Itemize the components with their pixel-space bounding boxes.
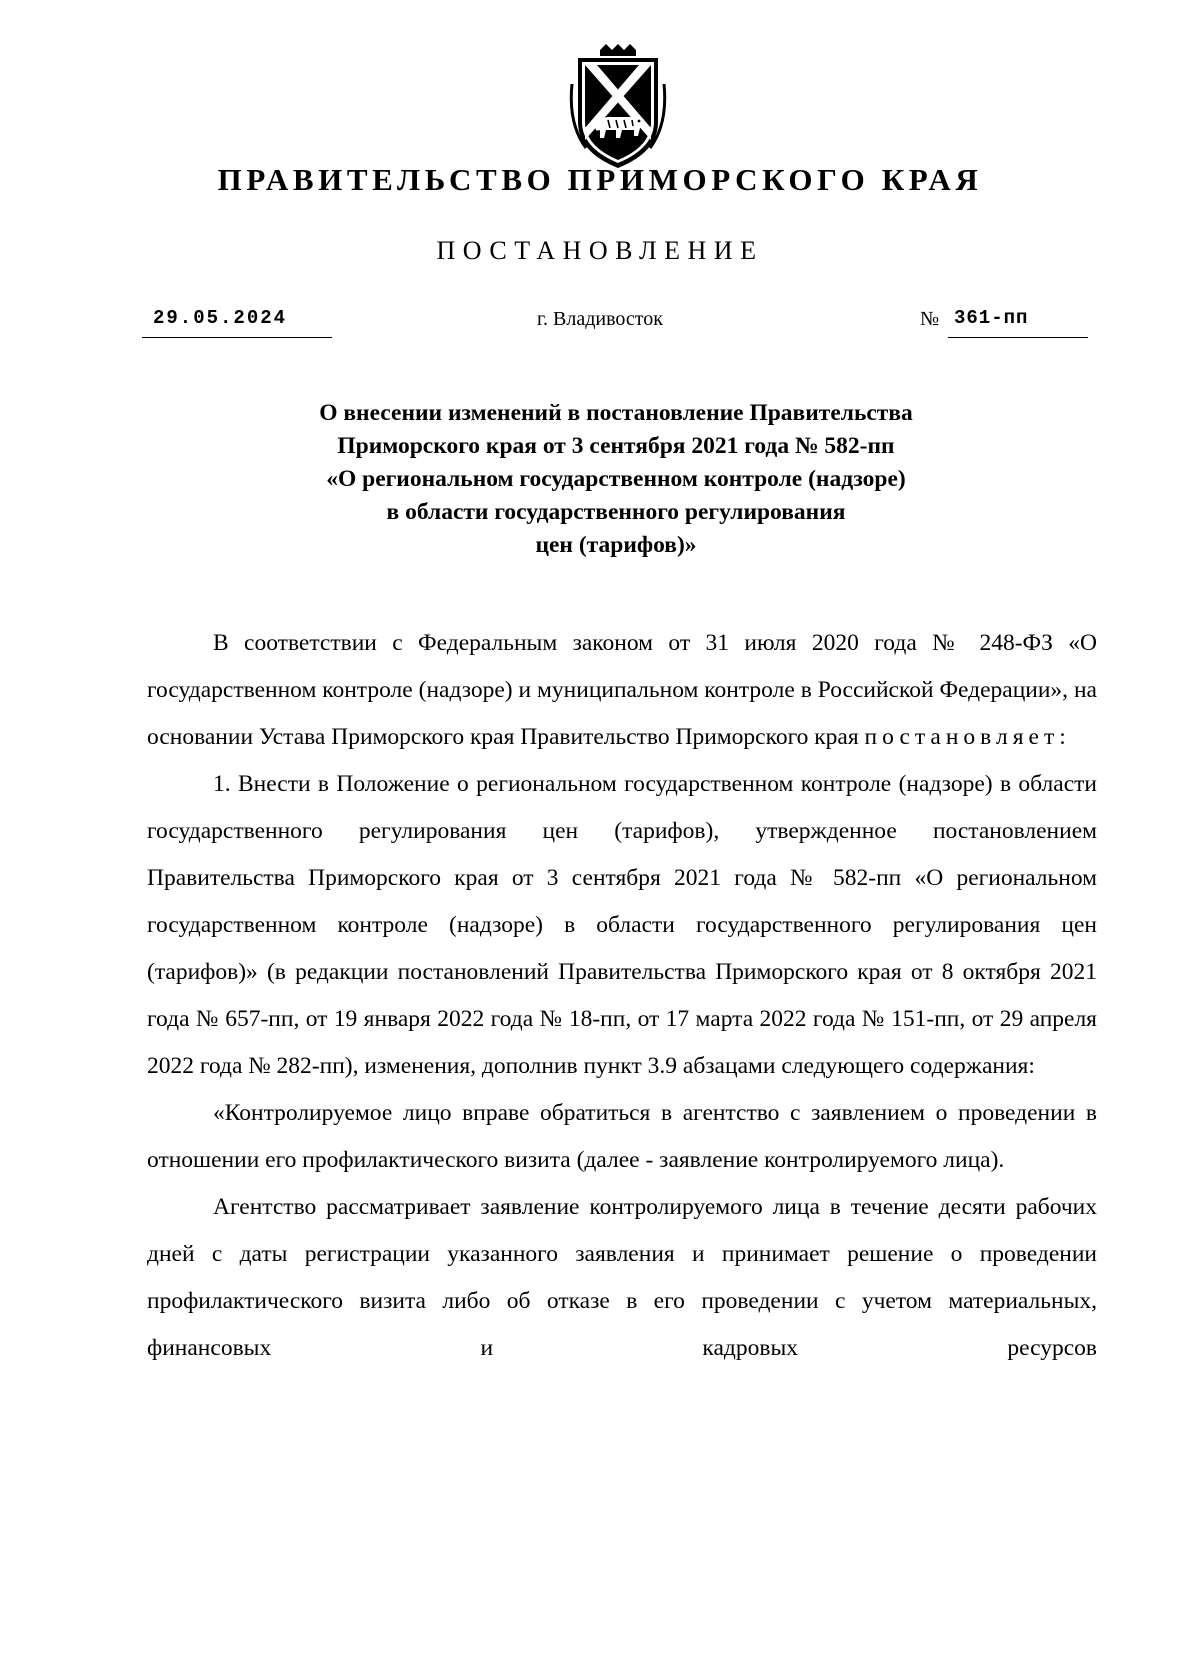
number-field <box>948 305 1088 338</box>
document-type: ПОСТАНОВЛЕНИЕ <box>436 236 764 265</box>
number-sign: № <box>920 308 940 330</box>
subject-line: Приморского края от 3 сентября 2021 года № 582-пп <box>337 433 895 459</box>
preamble-action: постановляет: <box>864 724 1071 750</box>
item-1-paragraph: 1. Внести в Положение о региональном государственном контроле (надзоре) в области государственного регулирования цен (тарифов), утвержденное постановлением Правительства Приморского края от 3 сентября 2021 года № 582-пп «О региональном государственном контроле (надзоре) в области государственного регулирования цен (тарифов)» (в редакции постановлений Правительства Приморского края от 8 октября 2021 года № 657-пп, от 19 января 2022 года № 18-пп, от 17 марта 2022 года № 151-пп, от 29 апреля 2022 года № 282-пп), изменения, дополнив пункт 3.9 абзацами следующего содержания: <box>147 771 1097 1079</box>
quoted-paragraph-2: Агентство рассматривает заявление контролируемого лица в течение десяти рабочих дней с даты регистрации указанного заявления и принимает решение о проведении профилактического визита либо об отказе в его проведении с учетом материальных, финансовых и кадровых ресурсов <box>147 1194 1097 1361</box>
subject-line: «О региональном государственном контроле (надзоре) <box>326 466 906 492</box>
document-body <box>147 620 1097 1372</box>
subject-line: в области государственного регулирования <box>386 499 846 525</box>
document-date: 29.05.2024 <box>153 307 288 329</box>
preamble-text: В соответствии с Федеральным законом от 31 июля 2020 года № 248-ФЗ «О государственном контроле (надзоре) и муниципальном контроле в Российской Федерации», на основании Устава Приморского края Правительство Приморского края <box>147 630 1097 750</box>
subject-line: цен (тарифов)» <box>535 532 697 558</box>
document-number: 361-пп <box>954 307 1029 329</box>
primorsky-krai-coat-of-arms-icon <box>566 44 670 172</box>
document-city: г. Владивосток <box>537 308 663 330</box>
quoted-paragraph-1: «Контролируемое лицо вправе обратиться в агентство с заявлением о проведении в отношении его профилактического визита (далее - заявление контролируемого лица). <box>147 1100 1097 1173</box>
subject-line: О внесении изменений в постановление Правительства <box>319 400 913 426</box>
document-subject <box>0 397 1200 562</box>
government-title: ПРАВИТЕЛЬСТВО ПРИМОРСКОГО КРАЯ <box>217 162 983 197</box>
preamble-paragraph <box>147 620 1097 761</box>
